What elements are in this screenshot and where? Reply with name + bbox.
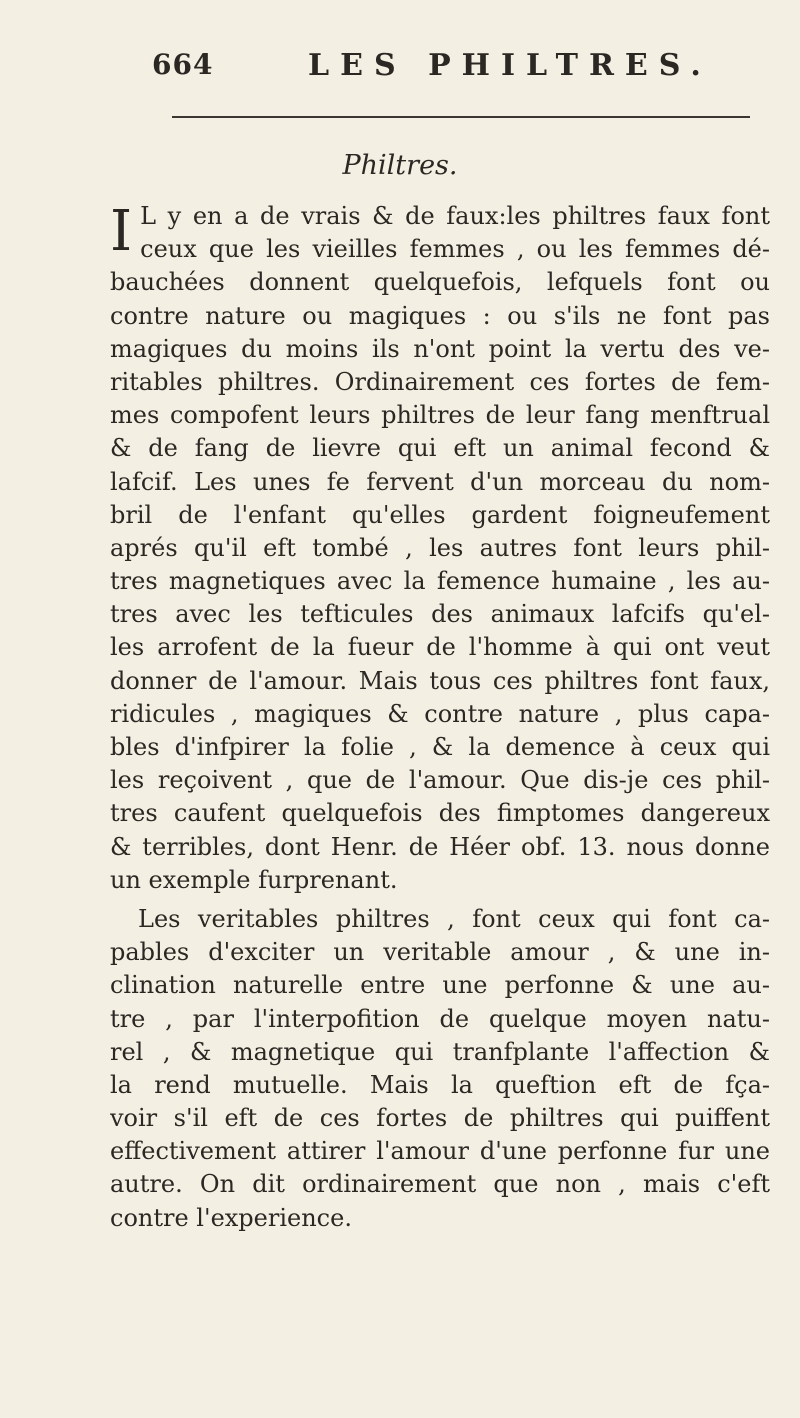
text-line: L y en a de vrais & de faux:les philtres faux font bbox=[140, 202, 770, 230]
text-line: tre , par l'interpofition de quelque moyen natu- bbox=[110, 1004, 770, 1033]
text-line: contre l'experience. bbox=[110, 1203, 352, 1232]
section-title: Philtres. bbox=[342, 150, 458, 181]
text-line: mes compofent leurs philtres de leur fang menftrual bbox=[110, 401, 770, 430]
text-line: tres caufent quelquefois des fimptomes dangereux bbox=[110, 799, 770, 828]
text-line: ritables philtres. Ordinairement ces fortes de fem- bbox=[110, 367, 770, 396]
header-rule bbox=[172, 116, 750, 118]
text-line: & terribles, dont Henr. de Héer obf. 13. nous donne bbox=[110, 832, 770, 861]
running-head: LES PHILTRES. bbox=[308, 48, 712, 83]
text-line: un exemple furprenant. bbox=[110, 865, 398, 894]
text-line: & de fang de lievre qui eft un animal fecond & bbox=[110, 434, 770, 463]
text-line: pables d'exciter un veritable amour , & une in- bbox=[110, 938, 770, 967]
page-number: 664 bbox=[152, 48, 214, 81]
text-line: Les veritables philtres , font ceux qui font ca- bbox=[138, 904, 770, 933]
text-line: bauchées donnent quelquefois, lefquels font ou bbox=[110, 268, 770, 297]
text-line: voir s'il eft de ces fortes de philtres qui puiffent bbox=[110, 1104, 770, 1133]
text-line: clination naturelle entre une perfonne & une au- bbox=[110, 971, 770, 1000]
text-line: ceux que les vieilles femmes , ou les femmes dé- bbox=[140, 235, 770, 264]
text-line: donner de l'amour. Mais tous ces philtres font faux, bbox=[110, 666, 770, 695]
text-line: bles d'infpirer la folie , & la demence à ceux qui bbox=[110, 733, 770, 761]
text-line: les reçoivent , que de l'amour. Que dis-je ces phil- bbox=[110, 766, 770, 795]
paragraph bbox=[110, 200, 770, 897]
text-line: tres magnetiques avec la femence humaine , les au- bbox=[110, 567, 770, 596]
text-line: aprés qu'il eft tombé , les autres font leurs phil- bbox=[110, 533, 770, 562]
text-line: rel , & magnetique qui tranfplante l'affection & bbox=[110, 1037, 770, 1066]
text-line: magiques du moins ils n'ont point la vertu des ve- bbox=[110, 334, 770, 363]
body-text bbox=[110, 200, 770, 1235]
text-line: tres avec les tefticules des animaux lafcifs qu'el- bbox=[110, 600, 770, 629]
text-line: effectivement attirer l'amour d'une perfonne fur une bbox=[110, 1137, 770, 1166]
drop-cap: I bbox=[110, 199, 133, 264]
page-header bbox=[0, 48, 800, 98]
text-line: bril de l'enfant qu'elles gardent foigneufement bbox=[110, 500, 770, 529]
text-line: autre. On dit ordinairement que non , mais c'eft bbox=[110, 1170, 770, 1199]
text-line: ridicules , magiques & contre nature , plus capa- bbox=[110, 699, 770, 728]
paragraph bbox=[110, 903, 770, 1235]
text-line: contre nature ou magiques : ou s'ils ne font pas bbox=[110, 301, 770, 330]
text-line: lafcif. Les unes fe fervent d'un morceau du nom- bbox=[110, 467, 770, 496]
text-line: la rend mutuelle. Mais la queftion eft de fça- bbox=[110, 1070, 770, 1099]
text-line: les arrofent de la fueur de l'homme à qui ont veut bbox=[110, 633, 770, 662]
